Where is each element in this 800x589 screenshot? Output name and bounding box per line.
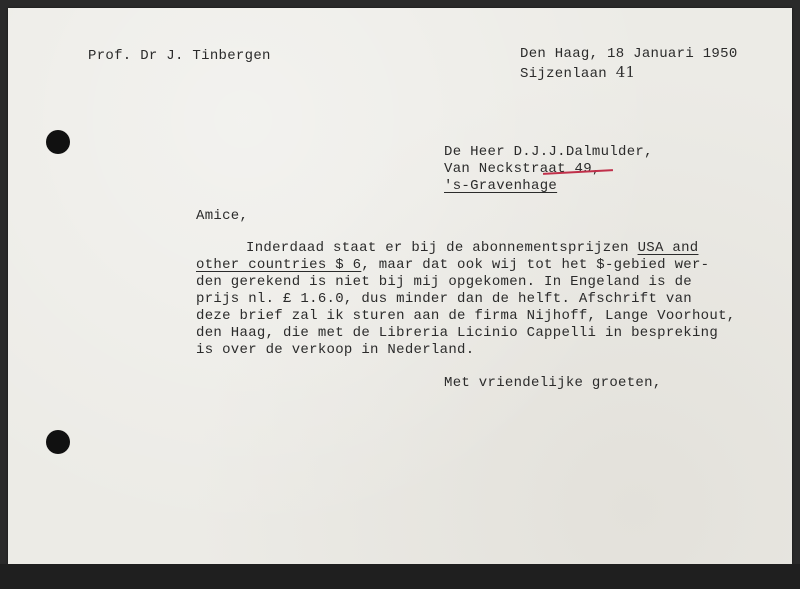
- scanner-border: [0, 564, 800, 589]
- street-name: Sijzenlaan: [520, 66, 608, 82]
- sender-name: Prof. Dr J. Tinbergen: [88, 48, 271, 64]
- body-line-2: [196, 257, 709, 273]
- body-line-1-underlined: USA and: [637, 240, 699, 256]
- body-line-2-text: , maar dat ook wij tot het $-gebied wer-: [361, 257, 710, 273]
- recipient-line-2: [444, 161, 601, 177]
- recipient-comma: ,: [591, 161, 601, 177]
- body-line-6: den Haag, die met de Libreria Licinio Cappelli in bespreking: [196, 325, 719, 341]
- body-line-4: prijs nl. £ 1.6.0, dus minder dan de helft. Afschrift van: [196, 291, 692, 307]
- body-line-1: [246, 240, 698, 256]
- sender-address: [520, 63, 635, 82]
- place-date: Den Haag, 18 Januari 1950: [520, 46, 738, 62]
- closing: Met vriendelijke groeten,: [444, 375, 662, 391]
- body-line-3: den gerekend is niet bij mij opgekomen. In Engeland is de: [196, 274, 692, 290]
- recipient-number-struck: 49: [574, 161, 592, 177]
- body-line-2-underlined: other countries $ 6: [196, 257, 362, 273]
- recipient-line-3: 's-Gravenhage: [444, 178, 558, 194]
- salutation: Amice,: [196, 208, 249, 224]
- recipient-line-1: De Heer D.J.J.Dalmulder,: [444, 144, 653, 160]
- recipient-street: Van Neckstraat: [444, 161, 566, 177]
- punch-hole-top: [46, 130, 70, 154]
- house-number-handwritten: 41: [615, 63, 636, 81]
- punch-hole-bottom: [46, 430, 70, 454]
- body-line-1-text: Inderdaad staat er bij de abonnementsprijzen: [246, 240, 638, 256]
- letter-page: [8, 8, 792, 564]
- body-line-7: is over de verkoop in Nederland.: [196, 342, 475, 358]
- body-line-5: deze brief zal ik sturen aan de firma Nijhoff, Lange Voorhout,: [196, 308, 736, 324]
